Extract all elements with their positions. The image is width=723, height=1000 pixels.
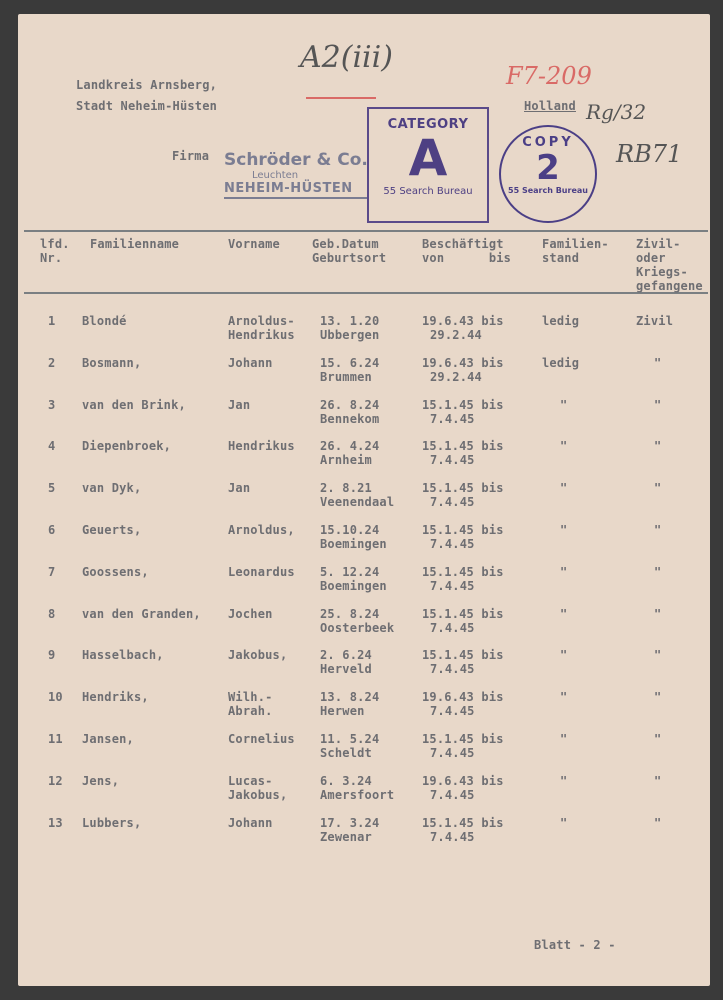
cell-nr: 1: [48, 314, 56, 328]
cell-zivil: ": [654, 398, 662, 412]
cell-besch: 15.1.45 bis: [422, 648, 504, 662]
cell-geb: Ubbergen: [320, 328, 380, 342]
cell-besch: 29.2.44: [430, 370, 482, 384]
cell-stand: ledig: [542, 314, 580, 328]
cell-zivil: ": [654, 523, 662, 537]
cell-nr: 13: [48, 816, 63, 830]
col-nr-2: Nr.: [40, 251, 63, 265]
cell-nr: 6: [48, 523, 56, 537]
category-letter: A: [408, 129, 448, 187]
col-familienname: Familienname: [90, 237, 180, 251]
cell-vorname: Cornelius: [228, 732, 295, 746]
table-row: [0, 816, 723, 852]
cell-besch: 7.4.45: [430, 704, 475, 718]
table-row: [0, 314, 723, 350]
copy-number: 2: [536, 148, 560, 188]
cell-nr: 3: [48, 398, 56, 412]
cell-besch: 19.6.43 bis: [422, 314, 504, 328]
cell-geb: Zewenar: [320, 830, 372, 844]
cell-geb: 15.10.24: [320, 523, 380, 537]
col-zivil-1: Zivil-: [636, 237, 681, 251]
cell-besch: 7.4.45: [430, 453, 475, 467]
cell-geb: Veenendaal: [320, 495, 395, 509]
table-row: [0, 607, 723, 643]
cell-zivil: ": [654, 732, 662, 746]
cell-zivil: ": [654, 648, 662, 662]
cell-stand: ": [560, 648, 568, 662]
firm-stamp: [224, 150, 368, 199]
col-zivil-4: gefangene: [636, 279, 703, 293]
cell-vorname: Jakobus,: [228, 788, 288, 802]
cell-vorname: Arnoldus-: [228, 314, 295, 328]
cell-vorname: Lucas-: [228, 774, 273, 788]
cell-geb: Bennekom: [320, 412, 380, 426]
cell-vorname: Wilh.-: [228, 690, 273, 704]
cell-besch: 7.4.45: [430, 495, 475, 509]
table-row: [0, 481, 723, 517]
firm-name: Schröder & Co.: [224, 150, 368, 170]
cell-geb: 25. 8.24: [320, 607, 380, 621]
cell-vorname: Jan: [228, 481, 251, 495]
cell-stand: ": [560, 732, 568, 746]
handwritten-signature: Rg/32: [586, 100, 647, 124]
copy-footer: 55 Search Bureau: [508, 186, 588, 195]
cell-besch: 15.1.45 bis: [422, 565, 504, 579]
cell-geb: 11. 5.24: [320, 732, 380, 746]
cell-name: van den Brink,: [82, 398, 186, 412]
table-row: [0, 732, 723, 768]
col-besch-1: Beschäftigt: [422, 237, 504, 251]
category-footer: 55 Search Bureau: [383, 186, 473, 197]
cell-stand: ": [560, 398, 568, 412]
table-header-rule: [24, 292, 708, 294]
cell-vorname: Leonardus: [228, 565, 295, 579]
cell-besch: 19.6.43 bis: [422, 690, 504, 704]
cell-geb: Brummen: [320, 370, 372, 384]
handwritten-rb: RB71: [616, 140, 683, 168]
cell-zivil: ": [654, 607, 662, 621]
cell-besch: 7.4.45: [430, 830, 475, 844]
page-footer: Blatt - 2 -: [534, 938, 616, 952]
cell-besch: 7.4.45: [430, 537, 475, 551]
cell-zivil: ": [654, 816, 662, 830]
cell-besch: 15.1.45 bis: [422, 607, 504, 621]
cell-nr: 10: [48, 690, 63, 704]
cell-besch: 15.1.45 bis: [422, 481, 504, 495]
col-stand-2: stand: [542, 251, 580, 265]
cell-stand: ": [560, 565, 568, 579]
cell-nr: 4: [48, 439, 56, 453]
cell-nr: 9: [48, 648, 56, 662]
cell-stand: ": [560, 774, 568, 788]
cell-vorname: Hendrikus: [228, 439, 295, 453]
cell-geb: 2. 6.24: [320, 648, 372, 662]
cell-nr: 12: [48, 774, 63, 788]
cell-besch: 19.6.43 bis: [422, 774, 504, 788]
cell-geb: 6. 3.24: [320, 774, 372, 788]
cell-besch: 7.4.45: [430, 746, 475, 760]
table-top-rule: [24, 230, 708, 232]
cell-besch: 15.1.45 bis: [422, 732, 504, 746]
cell-geb: 5. 12.24: [320, 565, 380, 579]
col-besch-2: von bis: [422, 251, 512, 265]
cell-stand: ": [560, 481, 568, 495]
cell-geb: Boemingen: [320, 537, 387, 551]
col-zivil-2: oder: [636, 251, 666, 265]
cell-geb: 2. 8.21: [320, 481, 372, 495]
copy-stamp: [499, 125, 597, 223]
cell-stand: ": [560, 607, 568, 621]
cell-besch: 15.1.45 bis: [422, 816, 504, 830]
cell-zivil: ": [654, 356, 662, 370]
cell-besch: 19.6.43 bis: [422, 356, 504, 370]
cell-vorname: Abrah.: [228, 704, 273, 718]
cell-zivil: ": [654, 774, 662, 788]
cell-name: Geuerts,: [82, 523, 142, 537]
cell-zivil: ": [654, 565, 662, 579]
cell-stand: ": [560, 690, 568, 704]
table-row: [0, 648, 723, 684]
header-line-1: Landkreis Arnsberg,: [76, 78, 218, 92]
cell-geb: 17. 3.24: [320, 816, 380, 830]
cell-geb: 13. 1.20: [320, 314, 380, 328]
cell-name: Goossens,: [82, 565, 149, 579]
cell-vorname: Hendrikus: [228, 328, 295, 342]
table-row: [0, 565, 723, 601]
cell-vorname: Jochen: [228, 607, 273, 621]
table-row: [0, 774, 723, 810]
cell-besch: 15.1.45 bis: [422, 523, 504, 537]
cell-name: Lubbers,: [82, 816, 142, 830]
col-zivil-3: Kriegs-: [636, 265, 688, 279]
cell-besch: 7.4.45: [430, 662, 475, 676]
cell-besch: 7.4.45: [430, 788, 475, 802]
cell-geb: 15. 6.24: [320, 356, 380, 370]
cell-stand: ledig: [542, 356, 580, 370]
cell-geb: Arnheim: [320, 453, 372, 467]
cell-name: Diepenbroek,: [82, 439, 172, 453]
col-geb-1: Geb.Datum: [312, 237, 379, 251]
cell-zivil: ": [654, 690, 662, 704]
cell-vorname: Jan: [228, 398, 251, 412]
col-vorname: Vorname: [228, 237, 280, 251]
cell-geb: Oosterbeek: [320, 621, 395, 635]
cell-geb: Herwen: [320, 704, 365, 718]
cell-nr: 7: [48, 565, 56, 579]
col-stand-1: Familien-: [542, 237, 609, 251]
cell-geb: 13. 8.24: [320, 690, 380, 704]
cell-name: Jansen,: [82, 732, 134, 746]
cell-besch: 29.2.44: [430, 328, 482, 342]
red-underline: [306, 97, 376, 99]
cell-nr: 8: [48, 607, 56, 621]
cell-nr: 5: [48, 481, 56, 495]
category-title: CATEGORY: [387, 117, 469, 132]
cell-vorname: Jakobus,: [228, 648, 288, 662]
table-row: [0, 398, 723, 434]
col-nr-1: lfd.: [40, 237, 70, 251]
handwritten-f7: F7-209: [506, 62, 592, 90]
cell-vorname: Arnoldus,: [228, 523, 295, 537]
cell-geb: 26. 8.24: [320, 398, 380, 412]
cell-name: Jens,: [82, 774, 120, 788]
table-row: [0, 356, 723, 392]
cell-besch: 15.1.45 bis: [422, 439, 504, 453]
cell-vorname: Johann: [228, 816, 273, 830]
header-line-2: Stadt Neheim-Hüsten: [76, 99, 218, 113]
cell-name: van Dyk,: [82, 481, 142, 495]
cell-geb: Amersfoort: [320, 788, 395, 802]
cell-geb: Scheldt: [320, 746, 372, 760]
firm-city: NEHEIM-HÜSTEN: [224, 181, 368, 199]
cell-besch: 15.1.45 bis: [422, 398, 504, 412]
country-label: Holland: [524, 99, 576, 113]
copy-title: COPY: [522, 135, 574, 150]
firm-sub: Leuchten: [252, 170, 299, 181]
firma-label: Firma: [172, 149, 210, 163]
cell-nr: 2: [48, 356, 56, 370]
cell-besch: 7.4.45: [430, 621, 475, 635]
cell-vorname: Johann: [228, 356, 273, 370]
cell-stand: ": [560, 523, 568, 537]
cell-name: Blondé: [82, 314, 127, 328]
col-geb-2: Geburtsort: [312, 251, 387, 265]
cell-besch: 7.4.45: [430, 412, 475, 426]
handwritten-a2: A2(iii): [300, 40, 393, 75]
cell-geb: 26. 4.24: [320, 439, 380, 453]
cell-name: van den Granden,: [82, 607, 201, 621]
table-row: [0, 523, 723, 559]
cell-nr: 11: [48, 732, 63, 746]
cell-name: Hendriks,: [82, 690, 149, 704]
cell-stand: ": [560, 816, 568, 830]
cell-geb: Boemingen: [320, 579, 387, 593]
cell-zivil: Zivil: [636, 314, 674, 328]
cell-name: Hasselbach,: [82, 648, 164, 662]
table-row: [0, 690, 723, 726]
cell-name: Bosmann,: [82, 356, 142, 370]
cell-zivil: ": [654, 481, 662, 495]
cell-stand: ": [560, 439, 568, 453]
category-stamp: [367, 107, 489, 223]
cell-zivil: ": [654, 439, 662, 453]
cell-geb: Herveld: [320, 662, 372, 676]
table-row: [0, 439, 723, 475]
cell-besch: 7.4.45: [430, 579, 475, 593]
